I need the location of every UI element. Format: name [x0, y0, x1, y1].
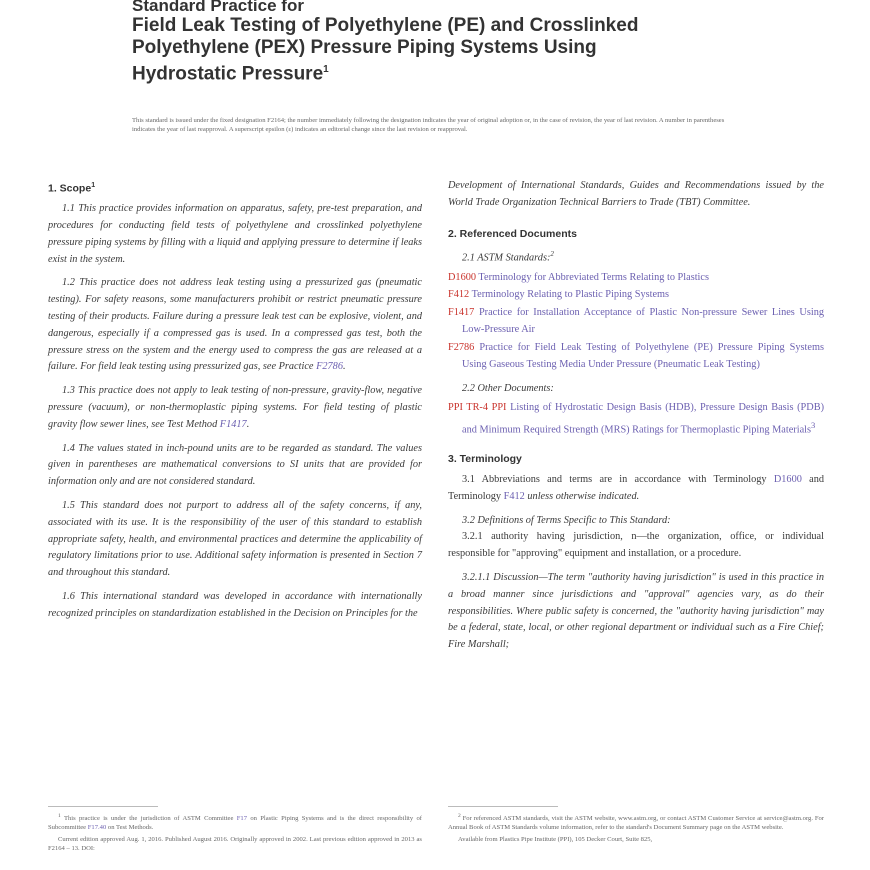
referenced-documents-heading: 2. Referenced Documents [448, 227, 577, 240]
scope-heading: 1. Scope$^1$ [48, 182, 96, 195]
right-column [448, 178, 824, 661]
paragraph-1-2: 1.2 This practice does not address leak testing using a pressurized gas (pneumatic testing). For safety reasons, some manufacturers prohibit or restrict pneumatic pressure testing of their products. Failure during a pressure leak test can be explosive, violent, and dangerous, especially if a compressed gas is used. In a compressed gas test, both the pressure stress on the system and the energy used to compress the gas are released at a failure. For field leak testing using pressurized gas, see Practice F2786. [48, 277, 422, 373]
link-d1600[interactable]: D1600 [773, 474, 802, 485]
link-f412[interactable]: F412 [503, 490, 525, 502]
link-f2786[interactable]: F2786 [316, 361, 343, 373]
footnotes-right [448, 812, 824, 847]
paragraph-3-1: 3.1 Abbreviations and terms are in accordance with Terminology D1600 and Terminology F412 unless otherwise indicated. [448, 474, 825, 502]
designation-note: This standard is issued under the fixed designation F2164; the number immediately following the designation indicates the year of original adoption or, in the case of revision, the year of last revision. A number in parentheses indicates the year of last reapproval. A superscript epsilon (ε) indicates an editorial change since the last revision or reapproval. [132, 117, 725, 133]
document-title [132, 0, 772, 85]
paragraph-1-5: 1.5 This standard does not purport to address all of the safety concerns, if any, associated with its use. It is the responsibility of the user of this standard to establish appropriate safety, health, and environmental practices and determine the applicability of regulatory limitations prior to use. Additional safety information is presented in Section 7 and throughout this standard. [48, 500, 422, 579]
pre-title: Standard Practice for [132, 0, 304, 15]
footnote-2: $^2$ For referenced ASTM standards, visit the ASTM website, www.astm.org, or contact ASTM Customer Service at service@astm.org. For Annual Book of ASTM Standards volume information, refer to the standard's Document Summary page on the ASTM website. [448, 813, 825, 832]
footnote-current-edition: Current edition approved Aug. 1, 2016. Published August 2016. Originally approved in 2002. Last previous edition approved in 2013 as F2164 – 13. DOI: [48, 836, 422, 853]
reference-item[interactable]: F412 Terminology Relating to Plastic Piping Systems [448, 289, 670, 301]
terminology-heading: 3. Terminology [448, 453, 522, 466]
other-reference-list [448, 400, 824, 439]
paragraph-3-2-1-1: 3.2.1.1 Discussion—The term "authority having jurisdiction" is used in this practice in a broad manner since jurisdictions and "approval" agencies vary, as do their responsibilities. Where public safety is concerned, the "authority having jurisdiction" may be a federal, state, local, or other regional department or individual such as a Fire Chief; Fire Marshall; [448, 571, 824, 651]
footnote-divider-left [48, 806, 158, 807]
astm-standards-subheading: 2.1 ASTM Standards:$^2$ [462, 250, 554, 264]
reference-item[interactable]: PPI TR-4 PPI Listing of Hydrostatic Design Basis (HDB), Pressure Design Basis (PDB) and Minimum Required Strength (MRS) Ratings for Thermoplastic Piping Materials$^3$ [448, 402, 825, 436]
footnote-1: $^1$ This practice is under the jurisdiction of ASTM Committee F17 on Plastic Piping Systems and is the direct responsibility of Subcommittee F17.40 on Test Methods. [48, 813, 423, 832]
paragraph-1-4: 1.4 The values stated in inch-pound units are to be regarded as standard. The values given in parentheses are mathematical conversions to SI units that are provided for information only and are not considered standard. [48, 442, 422, 488]
other-documents-subheading: 2.2 Other Documents: [462, 383, 554, 395]
paragraph-1-1: 1.1 This practice provides information on apparatus, safety, pre-test preparation, and procedures for conducting field tests of polyethylene and crosslinked polyethylene pressure piping systems by filling with a liquid and applying pressure to determine if leaks exist in the system. [48, 203, 422, 265]
paragraph-1-3: 1.3 This practice does not apply to leak testing of non-pressure, gravity-flow, negative pressure (vacuum), or non-thermoplastic piping systems. For field testing of plastic gravity flow sewer lines, see Test Method F1417. [48, 385, 422, 430]
reference-item[interactable]: F1417 Practice for Installation Acceptance of Plastic Non-pressure Sewer Lines Using Low-Pressure Air [448, 307, 824, 335]
left-column [48, 178, 422, 630]
footnotes-left [48, 812, 422, 856]
paragraph-3-2: 3.2 Definitions of Terms Specific to This Standard: [462, 514, 671, 526]
reference-item[interactable]: D1600 Terminology for Abbreviated Terms Relating to Plastics [448, 271, 710, 283]
paragraph-1-6: 1.6 This international standard was developed in accordance with internationally recognized principles on standardization established in the Decision on Principles for the [48, 591, 422, 619]
astm-reference-list [448, 270, 824, 374]
title-line-2: Polyethylene (PEX) Pressure Piping Systems Using [132, 37, 597, 58]
link-f1417[interactable]: F1417 [219, 418, 247, 430]
paragraph-1-6-continued: Development of International Standards, Guides and Recommendations issued by the World Trade Organization Technical Barriers to Trade (TBT) Committee. [448, 180, 824, 208]
paragraph-3-2-1: 3.2.1 authority having jurisdiction, n—the organization, office, or individual responsible for "approving" equipment and installation, or a procedure. [448, 531, 824, 560]
footnote-3: Available from Plastics Pipe Institute (PPI), 105 Decker Court, Suite 825, [458, 836, 653, 844]
title-footnote-mark: 1 [323, 64, 329, 75]
reference-item[interactable]: F2786 Practice for Field Leak Testing of Polyethylene (PE) Pressure Piping Systems Using Gaseous Testing Media Under Pressure (Pneumatic Leak Testing) [448, 341, 824, 370]
footnote-divider-right [448, 806, 558, 807]
title-line-3: Hydrostatic Pressure [132, 63, 324, 85]
title-line-1: Field Leak Testing of Polyethylene (PE) and Crosslinked [132, 15, 639, 36]
